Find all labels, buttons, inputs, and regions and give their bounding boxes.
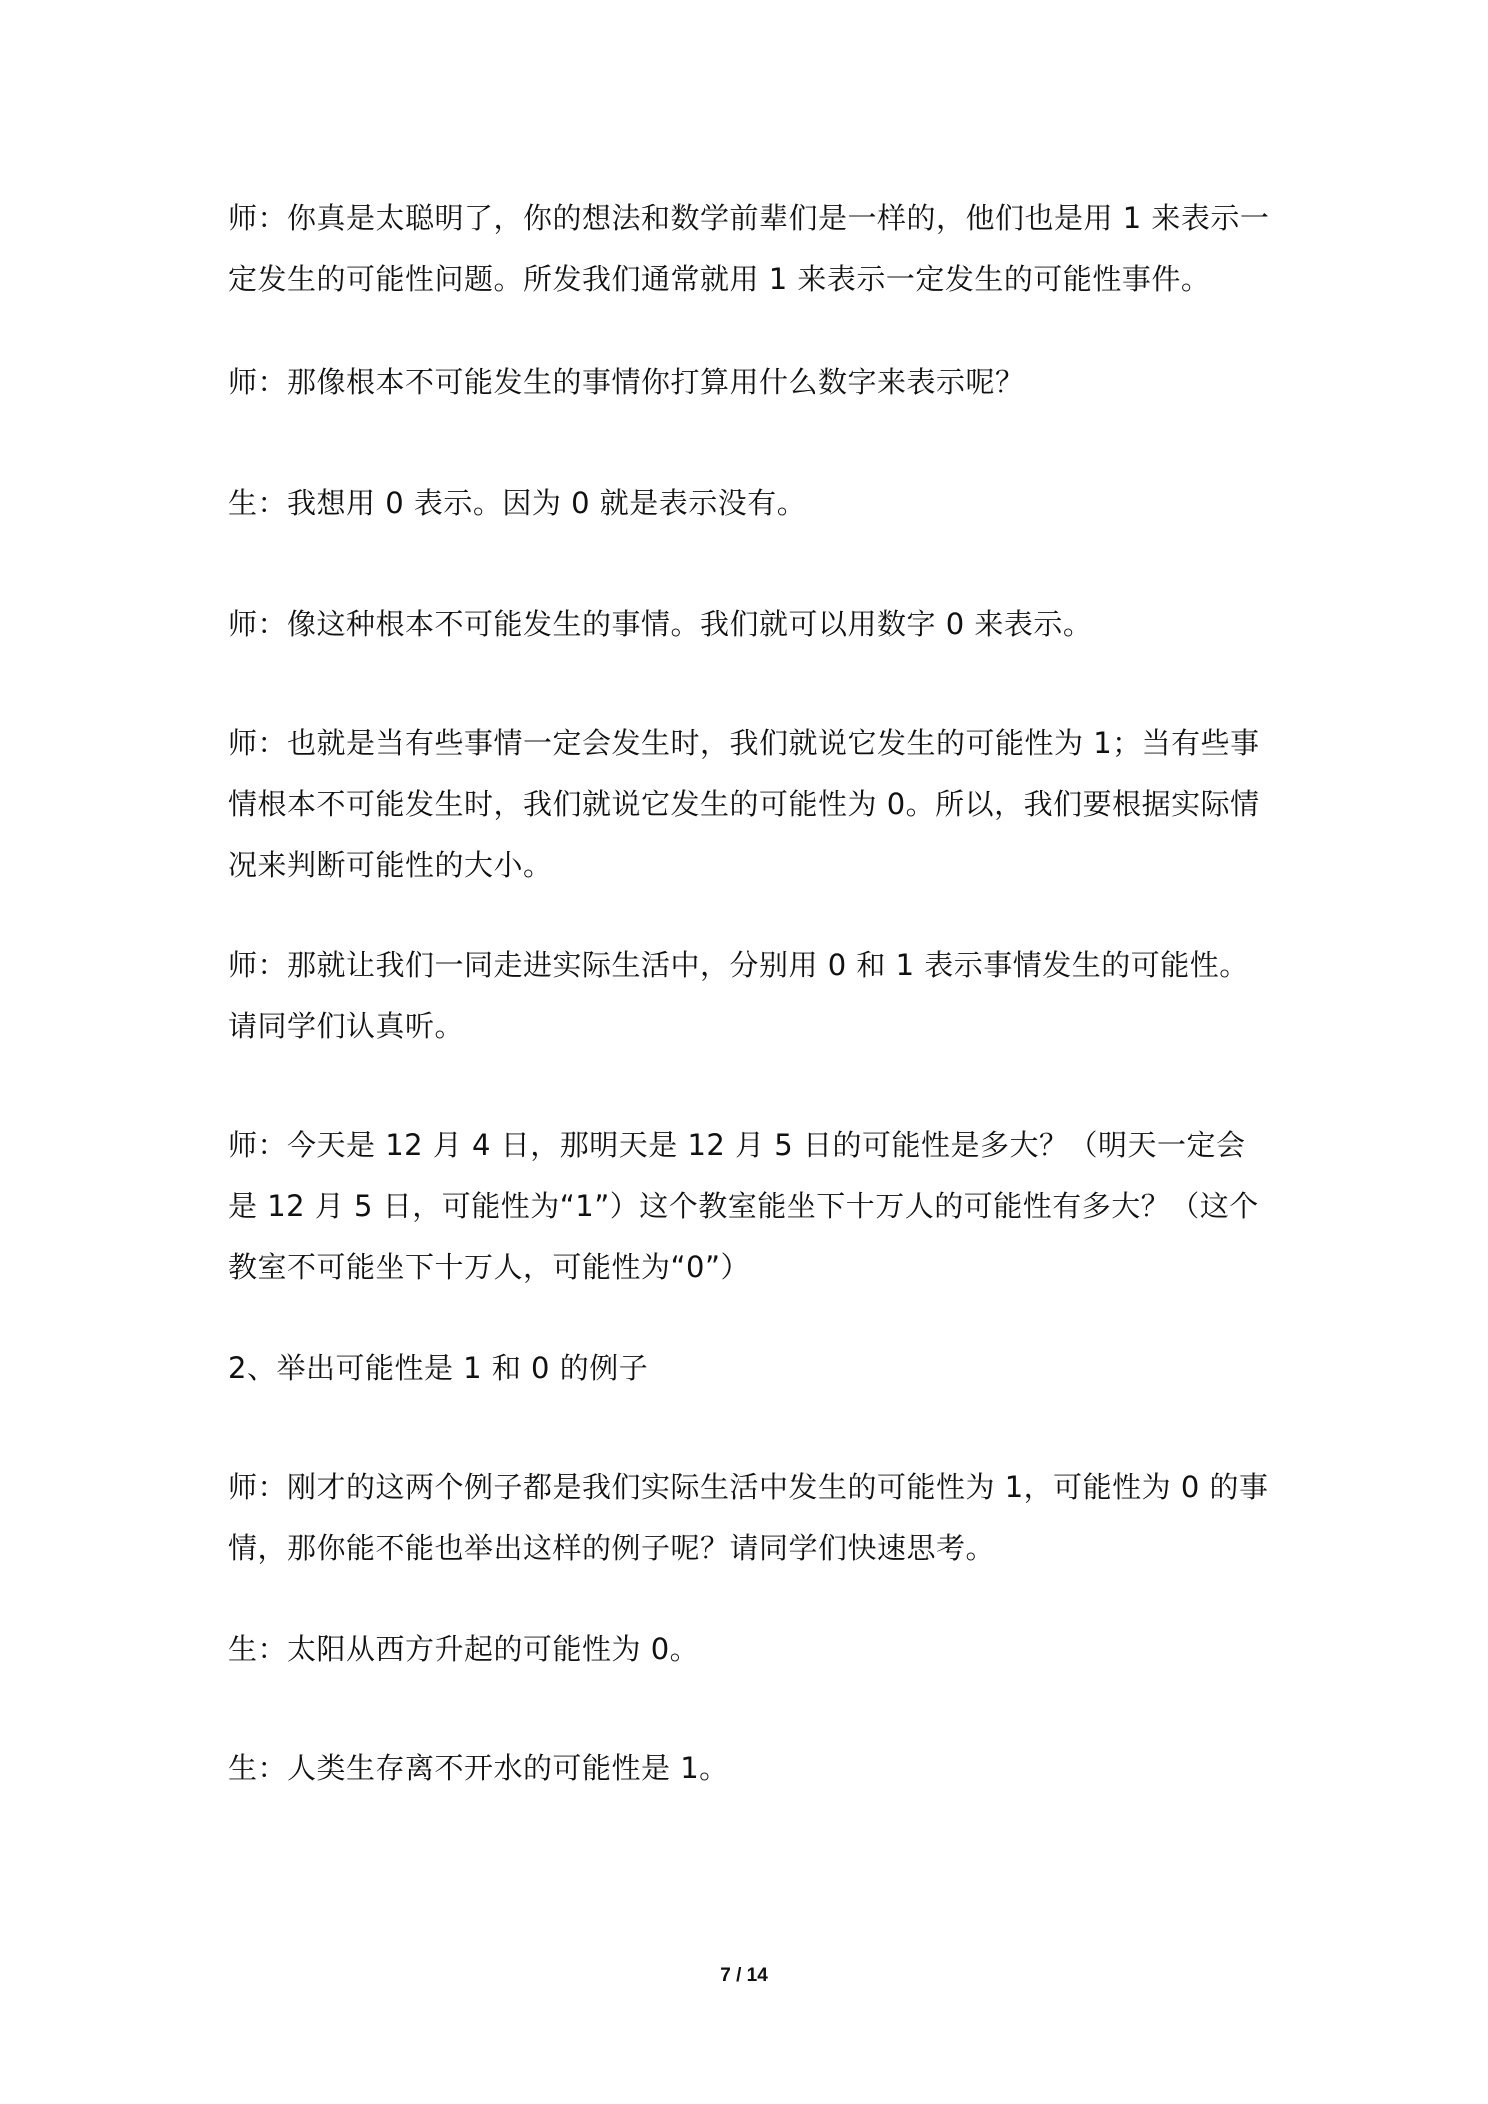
paragraph-2: 师：那像根本不可能发生的事情你打算用什么数字来表示呢？ [228,365,1025,399]
paragraph-10: 生：人类生存离不开水的可能性是 1。 [228,1751,729,1785]
paragraph-4: 师：像这种根本不可能发生的事情。我们就可以用数字 0 来表示。 [228,607,1093,641]
paragraph-7: 师：今天是 12 月 4 日，那明天是 12 月 5 日的可能性是多大？（明天一定会是 12 月 5 日，可能性为“1”）这个教室能坐下十万人的可能性有多大？（这个教室不可能坐下十万人，可能性为“0”） [228,1128,1259,1284]
paragraph-1: 师：你真是太聪明了，你的想法和数学前辈们是一样的，他们也是用 1 来表示一定发生的可能性问题。所发我们通常就用 1 来表示一定发生的可能性事件。 [228,201,1270,296]
page-number: 7 / 14 [720,1965,768,1986]
paragraph-8: 师：刚才的这两个例子都是我们实际生活中发生的可能性为 1，可能性为 0 的事情，那你能不能也举出这样的例子呢？请同学们快速思考。 [228,1470,1269,1565]
paragraph-6: 师：那就让我们一同走进实际生活中，分别用 0 和 1 表示事情发生的可能性。请同学们认真听。 [228,948,1249,1043]
section-heading: 2、举出可能性是 1 和 0 的例子 [228,1351,649,1385]
paragraph-5: 师：也就是当有些事情一定会发生时，我们就说它发生的可能性为 1；当有些事情根本不可能发生时，我们就说它发生的可能性为 0。所以，我们要根据实际情况来判断可能性的大小。 [228,726,1260,882]
paragraph-3: 生：我想用 0 表示。因为 0 就是表示没有。 [228,486,807,520]
paragraph-9: 生：太阳从西方升起的可能性为 0。 [228,1632,700,1666]
